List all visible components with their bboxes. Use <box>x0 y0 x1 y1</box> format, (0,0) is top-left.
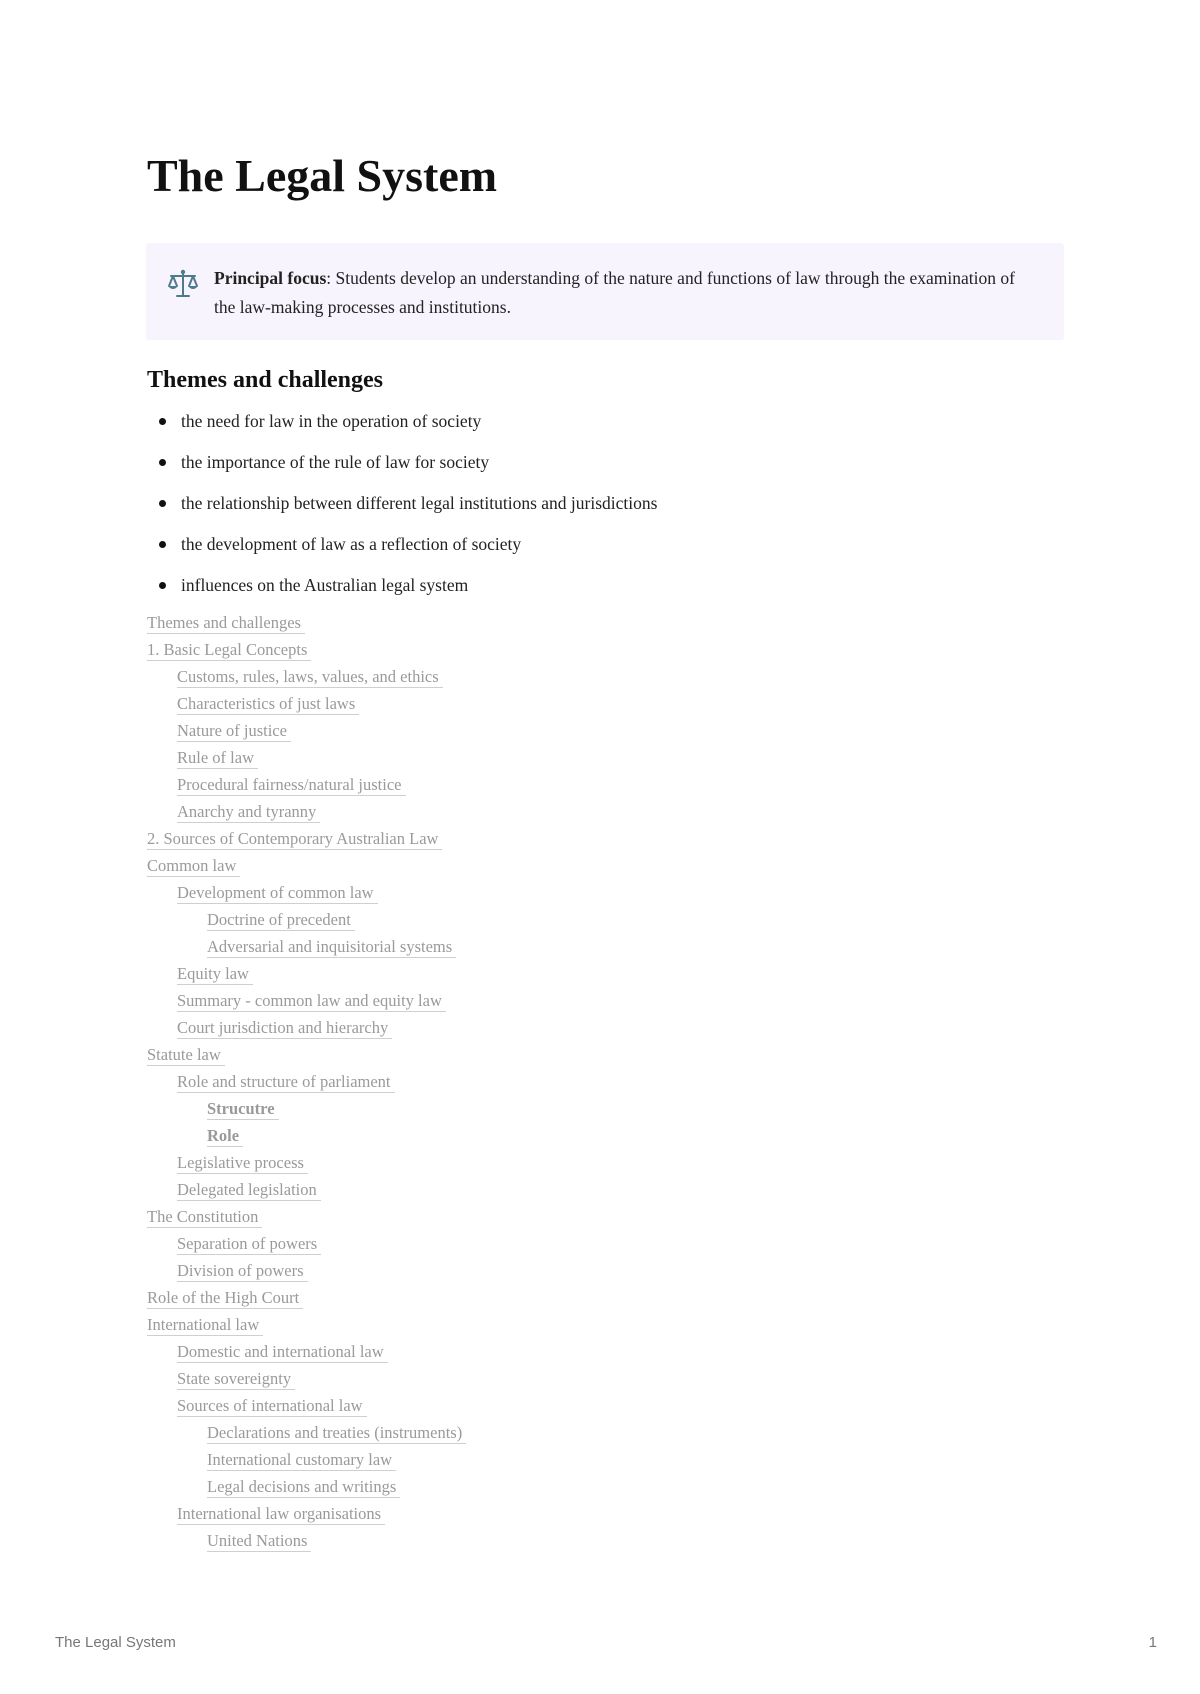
toc-row <box>147 1473 847 1500</box>
toc-row <box>147 744 847 771</box>
toc-row <box>147 1311 847 1338</box>
toc-link[interactable]: Division of powers <box>177 1261 308 1282</box>
toc-link[interactable]: United Nations <box>207 1531 311 1552</box>
toc-row <box>147 609 847 636</box>
toc-link[interactable]: Separation of powers <box>177 1234 321 1255</box>
toc-link[interactable]: International law <box>147 1315 263 1336</box>
toc-row <box>147 852 847 879</box>
toc-link[interactable]: Role of the High Court <box>147 1288 303 1309</box>
footer-page-number: 1 <box>1148 1634 1157 1651</box>
balance-scale-icon <box>166 267 200 301</box>
toc-link[interactable]: Characteristics of just laws <box>177 694 359 715</box>
toc-row <box>147 906 847 933</box>
page-title: The Legal System <box>147 150 498 201</box>
toc-row <box>147 1392 847 1419</box>
toc-row <box>147 933 847 960</box>
toc-row <box>147 636 847 663</box>
list-item <box>147 447 657 488</box>
toc-row <box>147 663 847 690</box>
principal-focus-label: Principal focus <box>214 268 327 288</box>
toc-row <box>147 1149 847 1176</box>
toc-row <box>147 1527 847 1554</box>
themes-list <box>147 406 657 611</box>
toc-link[interactable]: Statute law <box>147 1045 225 1066</box>
bullet-dot <box>159 459 166 466</box>
toc-row <box>147 771 847 798</box>
toc-link[interactable]: Themes and challenges <box>147 613 305 634</box>
toc-link[interactable]: Declarations and treaties (instruments) <box>207 1423 466 1444</box>
toc-link[interactable]: Rule of law <box>177 748 258 769</box>
toc-link[interactable]: 2. Sources of Contemporary Australian Law <box>147 829 442 850</box>
list-item <box>147 570 657 611</box>
principal-focus-callout <box>146 243 1064 340</box>
toc-link[interactable]: 1. Basic Legal Concepts <box>147 640 311 661</box>
toc-link[interactable]: Court jurisdiction and hierarchy <box>177 1018 392 1039</box>
toc-row <box>147 1419 847 1446</box>
bullet-dot <box>159 500 166 507</box>
toc-row <box>147 1122 847 1149</box>
toc-row <box>147 1041 847 1068</box>
toc-link[interactable]: Customs, rules, laws, values, and ethics <box>177 667 443 688</box>
toc-row <box>147 1500 847 1527</box>
toc-link[interactable]: Adversarial and inquisitorial systems <box>207 937 456 958</box>
toc-link[interactable]: Delegated legislation <box>177 1180 321 1201</box>
toc-row <box>147 1203 847 1230</box>
toc-link[interactable]: Summary - common law and equity law <box>177 991 446 1012</box>
themes-heading: Themes and challenges <box>147 367 384 393</box>
toc-row <box>147 987 847 1014</box>
toc-link[interactable]: Sources of international law <box>177 1396 367 1417</box>
footer-title: The Legal System <box>55 1634 176 1651</box>
bullet-dot <box>159 582 166 589</box>
toc-row <box>147 1338 847 1365</box>
toc-row <box>147 1446 847 1473</box>
toc-link[interactable]: Role and structure of parliament <box>177 1072 395 1093</box>
toc-link[interactable]: Equity law <box>177 964 253 985</box>
toc-link[interactable]: State sovereignty <box>177 1369 295 1390</box>
list-item-text: the development of law as a reflection of society <box>181 534 522 554</box>
toc-link[interactable]: Common law <box>147 856 240 877</box>
toc-row <box>147 1365 847 1392</box>
toc-link[interactable]: Domestic and international law <box>177 1342 388 1363</box>
bullet-dot <box>159 418 166 425</box>
toc-row <box>147 960 847 987</box>
table-of-contents <box>147 609 847 1554</box>
toc-link[interactable]: Doctrine of precedent <box>207 910 355 931</box>
toc-row <box>147 1068 847 1095</box>
toc-link[interactable]: Anarchy and tyranny <box>177 802 320 823</box>
toc-link[interactable]: Procedural fairness/natural justice <box>177 775 406 796</box>
list-item <box>147 488 657 529</box>
toc-row <box>147 1284 847 1311</box>
toc-link[interactable]: Nature of justice <box>177 721 291 742</box>
toc-row <box>147 1257 847 1284</box>
list-item-text: influences on the Australian legal system <box>181 575 469 595</box>
list-item-text: the importance of the rule of law for society <box>181 452 490 472</box>
toc-link[interactable]: Legislative process <box>177 1153 308 1174</box>
toc-row <box>147 1095 847 1122</box>
list-item <box>147 529 657 570</box>
toc-link[interactable]: The Constitution <box>147 1207 262 1228</box>
toc-link[interactable]: International law organisations <box>177 1504 385 1525</box>
list-item-text: the need for law in the operation of society <box>181 411 482 431</box>
list-item <box>147 406 657 447</box>
toc-link[interactable]: Development of common law <box>177 883 378 904</box>
toc-row <box>147 798 847 825</box>
toc-row <box>147 1230 847 1257</box>
list-item-text: the relationship between different legal institutions and jurisdictions <box>181 493 658 513</box>
bullet-dot <box>159 541 166 548</box>
principal-focus-text <box>214 264 1024 322</box>
toc-link[interactable]: Role <box>207 1126 243 1147</box>
toc-row <box>147 879 847 906</box>
toc-row <box>147 717 847 744</box>
toc-link[interactable]: Legal decisions and writings <box>207 1477 400 1498</box>
toc-link[interactable]: Strucutre <box>207 1099 279 1120</box>
principal-focus-body: : Students develop an understanding of the nature and functions of law through the examination of the law-making processes and institutions. <box>214 268 1015 317</box>
toc-row <box>147 825 847 852</box>
toc-link[interactable]: International customary law <box>207 1450 396 1471</box>
toc-row <box>147 1176 847 1203</box>
toc-row <box>147 690 847 717</box>
toc-row <box>147 1014 847 1041</box>
